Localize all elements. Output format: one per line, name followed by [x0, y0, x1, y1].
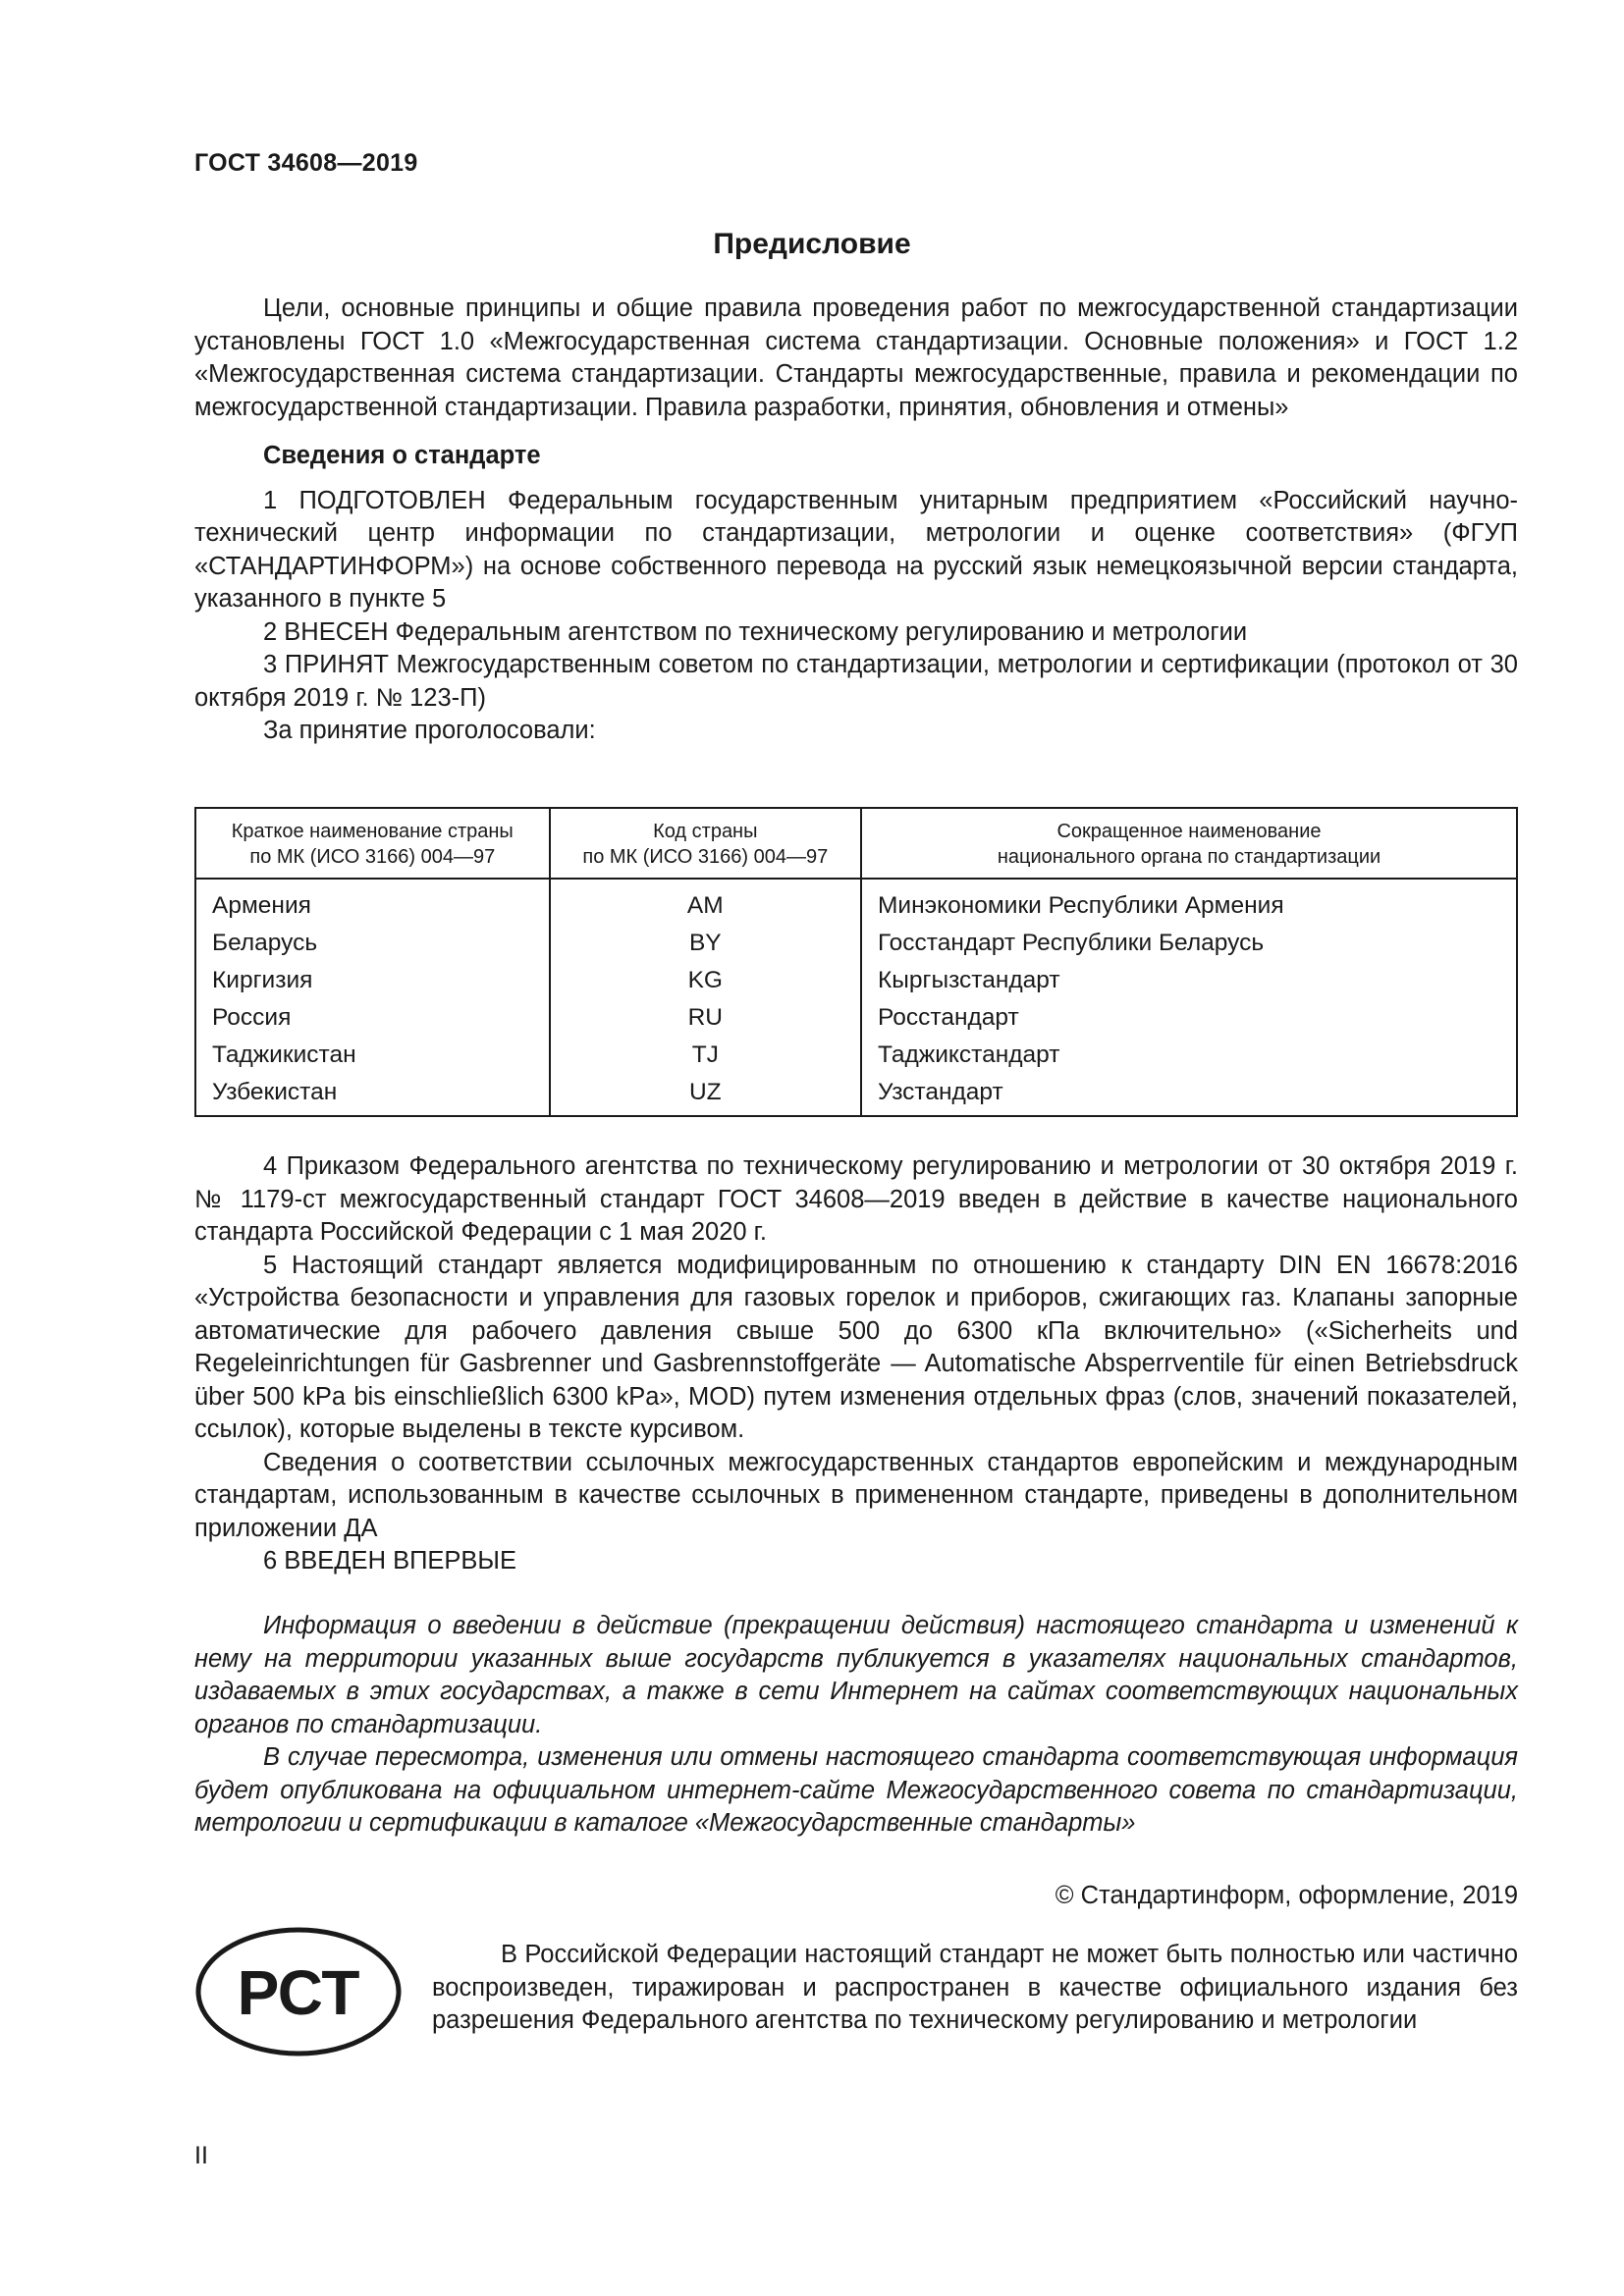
item-3-paragraph: 3 ПРИНЯТ Межгосударственным советом по стандартизации, метрологии и сертификации (протокол от 30 октября 2019 г. № 123-П)	[194, 651, 1518, 712]
item-4-paragraph: 4 Приказом Федерального агентства по техническому регулированию и метрологии от 30 октября 2019 г. № 1179-ст межгосударственный стандарт ГОСТ 34608—2019 введен в действие в качестве национального стандарта Российской Федерации с 1 мая 2020 г.	[194, 1152, 1518, 1246]
country-cell: Россия	[195, 999, 550, 1037]
foreword-upper-section	[194, 293, 1518, 748]
reproduction-rights-notice: В Российской Федерации настоящий стандарт не может быть полностью или частично воспроизведен, тиражирован и распространен в качестве официального издания без разрешения Федерального агентства по техническому регулированию и метрологии	[432, 1941, 1518, 2034]
table-header-code: Код страны по МК (ИСО 3166) 004—97	[550, 808, 861, 879]
country-cell: Киргизия	[195, 962, 550, 999]
country-code-cell: TJ	[550, 1037, 861, 1074]
country-cell: Таджикистан	[195, 1037, 550, 1074]
foreword-lower-section	[194, 1150, 1518, 1578]
logo-lettering: РСТ	[237, 1957, 360, 2028]
item-1-paragraph: 1 ПОДГОТОВЛЕН Федеральным государственным унитарным предприятием «Российский научно-технический центр информации по стандартизации, метрологии и оценке соответствия» (ФГУП «СТАНДАРТИНФОРМ») на основе собственного перевода на русский язык немецкоязычной версии стандарта, указанного в пункте 5	[194, 486, 1518, 613]
authority-cell: Минэкономики Республики Армения	[861, 879, 1517, 925]
page-number: II	[194, 2142, 208, 2169]
country-cell: Беларусь	[195, 925, 550, 962]
country-code-cell: RU	[550, 999, 861, 1037]
item-5-paragraph: 5 Настоящий стандарт является модифицированным по отношению к стандарту DIN EN 16678:2016 «Устройства безопасности и управления для газовых горелок и приборов, сжигающих газ. Клапаны запорные автоматические для рабочего давления свыше 500 до 6300 кПа включительно» («Sicherheits und Regeleinrichtungen für Gasbrenner und Gasbrennstoffgeräte — Automatische Absperrventile für einen Betriebsdruck über 500 kPa bis einschließlich 6300 kPa», MOD) путем изменения отдельных фраз (слов, значений показателей, ссылок), которые выделены в тексте курсивом.	[194, 1251, 1518, 1443]
intro-paragraph: Цели, основные принципы и общие правила проведения работ по межгосударственной стандартизации установлены ГОСТ 1.0 «Межгосударственная система стандартизации. Основные положения» и ГОСТ 1.2 «Межгосударственная система стандартизации. Стандарты межгосударственные, правила и рекомендации по межгосударственной стандартизации. Правила разработки, принятия, обновления и отмены»	[194, 294, 1518, 421]
authority-cell: Таджикстандарт	[861, 1037, 1517, 1074]
table-row	[195, 925, 1517, 962]
table-header-row	[195, 808, 1517, 879]
table-row	[195, 879, 1517, 925]
country-code-cell: BY	[550, 925, 861, 962]
copyright-line: © Стандартинформ, оформление, 2019	[1055, 1882, 1518, 1909]
country-code-cell: UZ	[550, 1074, 861, 1116]
table-row	[195, 962, 1517, 999]
section-heading: Сведения о стандарте	[263, 442, 541, 469]
authority-cell: Узстандарт	[861, 1074, 1517, 1116]
country-cell: Узбекистан	[195, 1074, 550, 1116]
authority-cell: Росстандарт	[861, 999, 1517, 1037]
item-3-vote-label: За принятие проголосовали:	[263, 717, 596, 744]
item-5-references-paragraph: Сведения о соответствии ссылочных межгосударственных стандартов европейским и международным стандартам, использованным в качестве ссылочных в примененном стандарте, приведены в дополнительном приложении ДА	[194, 1448, 1518, 1542]
table-row	[195, 1074, 1517, 1116]
authority-cell: Кыргызстандарт	[861, 962, 1517, 999]
table-header-country: Краткое наименование страны по МК (ИСО 3166) 004—97	[195, 808, 550, 879]
authority-cell: Госстандарт Республики Беларусь	[861, 925, 1517, 962]
table-header-authority: Сокращенное наименование национального органа по стандартизации	[861, 808, 1517, 879]
document-code: ГОСТ 34608—2019	[194, 149, 418, 177]
notice-paragraph-2: В случае пересмотра, изменения или отмены настоящего стандарта соответствующая информация будет опубликована на официальном интернет-сайте Межгосударственного совета по стандартизации, метрологии и сертификации в каталоге «Межгосударственные стандарты»	[194, 1743, 1518, 1837]
item-2-paragraph: 2 ВНЕСЕН Федеральным агентством по техническому регулированию и метрологии	[263, 617, 1248, 646]
table-row	[195, 1037, 1517, 1074]
page-title: Предисловие	[713, 228, 911, 260]
country-code-cell: AM	[550, 879, 861, 925]
pst-certification-logo-icon	[194, 1926, 403, 2057]
country-cell: Армения	[195, 879, 550, 925]
table-row	[195, 999, 1517, 1037]
publication-notice	[194, 1610, 1518, 1841]
item-6-paragraph: 6 ВВЕДЕН ВПЕРВЫЕ	[263, 1547, 517, 1575]
notice-paragraph-1: Информация о введении в действие (прекращении действия) настоящего стандарта и изменений к нему на территории указанных выше государств публикуется в указателях национальных стандартов, издаваемых в этих государствах, а также в сети Интернет на сайтах соответствующих национальных органов по стандартизации.	[194, 1612, 1518, 1738]
country-code-cell: KG	[550, 962, 861, 999]
voting-countries-table	[194, 807, 1518, 1117]
